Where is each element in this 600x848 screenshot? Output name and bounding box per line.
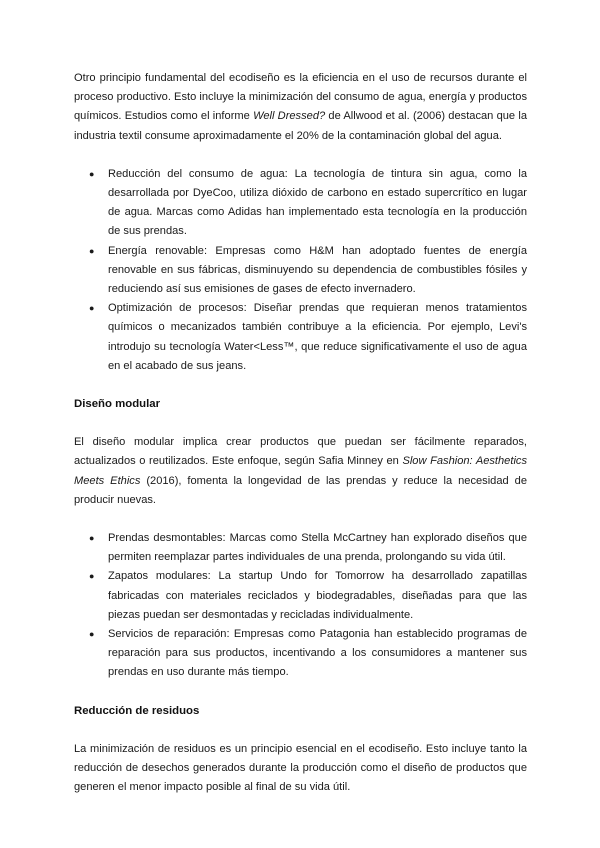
section-heading-modular: Diseño modular	[74, 398, 161, 411]
intro-text-start: Otro principio fundamental del ecodiseño es la eficiencia en el uso de recursos durante el proceso productivo. Esto incluye la minimización del consumo de agua, energía y productos químicos. Estudios como el informe	[74, 72, 527, 123]
waste-paragraph: La minimización de residuos es un principio esencial en el ecodiseño. Esto incluye tanto la reducción de desechos generados durante la producción como el diseño de productos que generen el menor impacto posible al final de su vida útil.	[74, 742, 527, 794]
list-item	[74, 625, 527, 683]
list-item	[74, 529, 527, 567]
modular-book-title: Slow Fashion: Aesthetics Meets Ethics	[74, 455, 527, 487]
modular-bullet-list	[74, 529, 527, 683]
list-item-text: Optimización de procesos: Diseñar prendas que requieran menos tratamientos químicos o mecanizados también contribuye a la eficiencia. Por ejemplo, Levi's introdujo su tecnología Water<Less™, que reduce significativamente el uso de agua en el acabado de sus jeans.	[108, 302, 527, 372]
list-item	[74, 242, 527, 300]
bullet-icon: ●	[89, 303, 95, 314]
list-item-text: Prendas desmontables: Marcas como Stella McCartney han explorado diseños que permiten reemplazar partes individuales de una prenda, prolongando su vida útil.	[108, 532, 527, 564]
list-item	[74, 299, 527, 376]
bullet-icon: ●	[89, 533, 95, 544]
section-heading-waste: Reducción de residuos	[74, 704, 200, 717]
modular-text-end: (2016), fomenta la longevidad de las prendas y reduce la necesidad de producir nuevas.	[74, 474, 527, 506]
list-item-text: Reducción del consumo de agua: La tecnología de tintura sin agua, como la desarrollada por DyeCoo, utiliza dióxido de carbono en estado supercrítico en lugar de agua. Marcas como Adidas han implementado esta tecnología en la producción de sus prendas.	[108, 167, 527, 238]
list-item-text: Servicios de reparación: Empresas como Patagonia han establecido programas de reparación para sus productos, incentivando a los consumidores a mantener sus prendas en uso durante más tiempo.	[108, 628, 527, 679]
list-item	[74, 567, 527, 625]
intro-text-end: de Allwood et al. (2006) destacan que la industria textil consume aproximadamente el 20% de la contaminación global del agua.	[74, 110, 527, 142]
document-body	[74, 69, 527, 798]
intro-report-title: Well Dressed?	[253, 110, 326, 123]
modular-paragraph	[74, 433, 527, 510]
bullet-icon: ●	[89, 629, 95, 640]
bullet-icon: ●	[89, 168, 95, 179]
list-item-text: Zapatos modulares: La startup Undo for Tomorrow ha desarrollado zapatillas fabricadas con materiales reciclados y biodegradables, diseñadas para que las piezas puedan ser desmontadas y recicladas individualmente.	[108, 570, 527, 621]
efficiency-bullet-list	[74, 165, 527, 376]
bullet-icon: ●	[89, 571, 95, 582]
bullet-icon: ●	[89, 245, 95, 256]
list-item	[74, 165, 527, 242]
intro-paragraph	[74, 69, 527, 146]
list-item-text: Energía renovable: Empresas como H&M han adoptado fuentes de energía renovable en sus fábricas, disminuyendo su dependencia de combustibles fósiles y reduciendo así sus emisiones de gases de efecto invernadero.	[108, 244, 527, 296]
modular-text-start: El diseño modular implica crear productos que puedan ser fácilmente reparados, actualizados o reutilizados. Este enfoque, según Safia Minney en	[74, 436, 527, 468]
